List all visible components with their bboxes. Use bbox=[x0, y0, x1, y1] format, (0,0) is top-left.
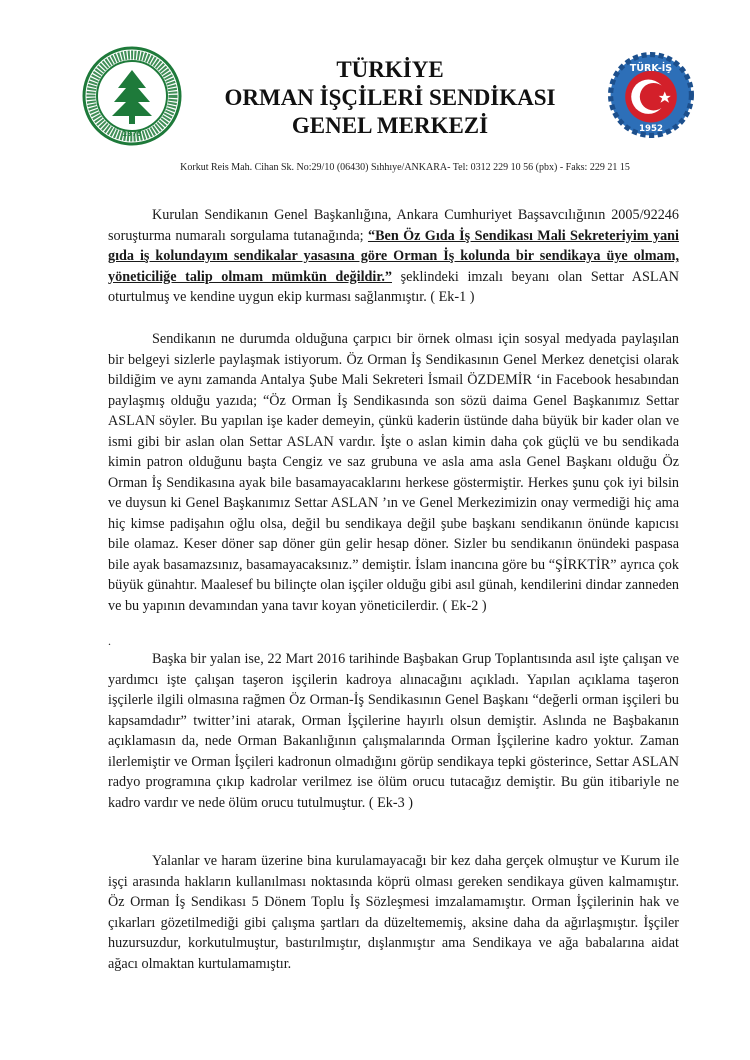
paragraph-1-tail: şeklindeki imzalı beyanı olan Settar ASLAN oturtulmuş ve kendine uygun ekip kurması sağlanmıştır. ( Ek-1 ) bbox=[108, 268, 679, 305]
title-line-1: TÜRKİYE bbox=[336, 57, 444, 82]
letterhead-title bbox=[190, 56, 590, 140]
paragraph-1-quote: “Ben Öz Gıda İş Sendikası Mali Sekreteriyim yani gıda iş kolundayım sendikalar yasasına göre Orman İş kolunda bir sendikaya üye olmam, yöneticiliğe talip olmam mümkün değildir.” bbox=[108, 227, 679, 285]
letter-body bbox=[108, 205, 679, 972]
turk-is-logo bbox=[608, 52, 694, 138]
title-line-2: ORMAN İŞÇİLERİ SENDİKASI bbox=[224, 85, 556, 110]
letterhead-address: Korkut Reis Mah. Cihan Sk. No:29/10 (06430) Sıhhıye/ANKARA- Tel: 0312 229 10 56 (pbx) - Faks: 229 21 15 bbox=[180, 162, 630, 173]
paragraph-1-lead: Kurulan Sendikanın Genel Başkanlığına, Ankara Cumhuriyet Başsavcılığının 2005/92246 soruşturma numaralı sorgulama tutanağında; bbox=[108, 207, 679, 244]
stray-dot: . bbox=[108, 634, 111, 648]
paragraph-2: Sendikanın ne durumda olduğuna çarpıcı bir örnek olması için sosyal medyada paylaşılan bir belgeyi sizlerle paylaşmak istiyorum. Öz Orman İş Sendikasının Genel Merkez denetçisi olarak bildiğim ve aynı zamanda Antalya Şube Mali Sekreteri İsmail ÖZDEMİR ‘in Facebook hesabından paylaşmış olduğu yazıda; “Öz Orman İş Sendikasında son sözü daima Genel Başkanımız Settar ASLAN söyler. Bu yapılan işe kader demeyin, çünkü kaderin üstünde daha büyük bir kader olan ve ismi gibi bir aslan olan Settar ASLAN vardır. İşte o aslan kimin daha çok güçlü ve bu sendikada kimin patron olduğunu başta Cengiz ve saz grubuna ve asla ama asla Genel Başkanı olduğu Öz Orman İş Sendikasına ayak bile basamayacaklarını herkese göstermiştir. Herkes şunu çok iyi bilsin ve duysun ki Genel Başkanımız Settar ASLAN ’ın ve Genel Merkezimizin onay vermediği hiç ama hiç kimse padişahın oğlu olsa, değil bu sendikaya değil şube başkanı sendikanın önünde kapıcısı bile olamaz. Keser döner sap döner gün gelir hesap döner. Sizler bu sendikanın önündeki paspasa bile ayak basamazsınız, basamayacaksınız.” demiştir. İslam inancına göre bu “ŞİRKTİR” ayrıca çok büyük günahtır. Maalesef bu bilinçte olan işçiler olduğu gibi asıl günah, kendilerini dindar zanneden ve bu yapının devamından yana tavır koyan yöneticilerdir. ( Ek-2 ) bbox=[108, 331, 679, 614]
paragraph-3: Başka bir yalan ise, 22 Mart 2016 tarihinde Başbakan Grup Toplantısında asıl işte çalışan ve yardımcı işte çalışan taşeron işçilerin kadroya alınacağını açıkladı. Yapılan açıklama taşeron işçilerle ilgili olmasına rağmen Öz Orman-İş Sendikasının Genel Başkanı “değerli orman işçileri bu kapsamdadır” twitter’ini atarak, Orman İşçilerine hayırlı olsun demiştir. Aslında ne Başbakanın açıklamasın da, nede Orman Bakanlığının çalışmalarında Orman İşçilerine kadro yoktur. Zaman ilerlemiştir ve Orman İşçileri kadronun olmadığını görüp sendikaya tepki gösterince, Settar ASLAN radyo programına çıkıp kadrolar verilmez ise ölüm orucu tutacağız demiştir. Bu gün itibariyle ne kadro vardır ve nede ölüm orucu tutulmuştur. ( Ek-3 ) bbox=[108, 651, 679, 811]
logo-left-year: 1975 bbox=[122, 130, 142, 138]
title-line-3: GENEL MERKEZİ bbox=[291, 113, 489, 138]
logo-right-year: 1952 bbox=[639, 124, 663, 135]
paragraph-4: Yalanlar ve haram üzerine bina kurulamayacağı bir kez daha gerçek olmuştur ve Kurum ile işçi arasında hakların kullanılması noktasında köprü olması gereken sendikaya güven kalmamıştır. Öz Orman İş Sendikası 5 Dönem Toplu İş Sözleşmesi imzalamamıştır. Orman İşçilerinin hak ve çıkarları gözetilmediği gibi çalışma şartları da düzeltememiş, aksine daha da ağırlaşmıştır. İşçiler huzursuzdur, korkutulmuştur, bastırılmıştır, dışlanmıştır ama Sendikaya ve ağa babalarına aidat ağacı olmaktan kurtulamamıştır. bbox=[108, 853, 679, 972]
paragraph-1 bbox=[108, 205, 679, 308]
orman-is-logo bbox=[82, 46, 182, 146]
logo-right-text: TÜRK-İŞ bbox=[629, 62, 673, 74]
